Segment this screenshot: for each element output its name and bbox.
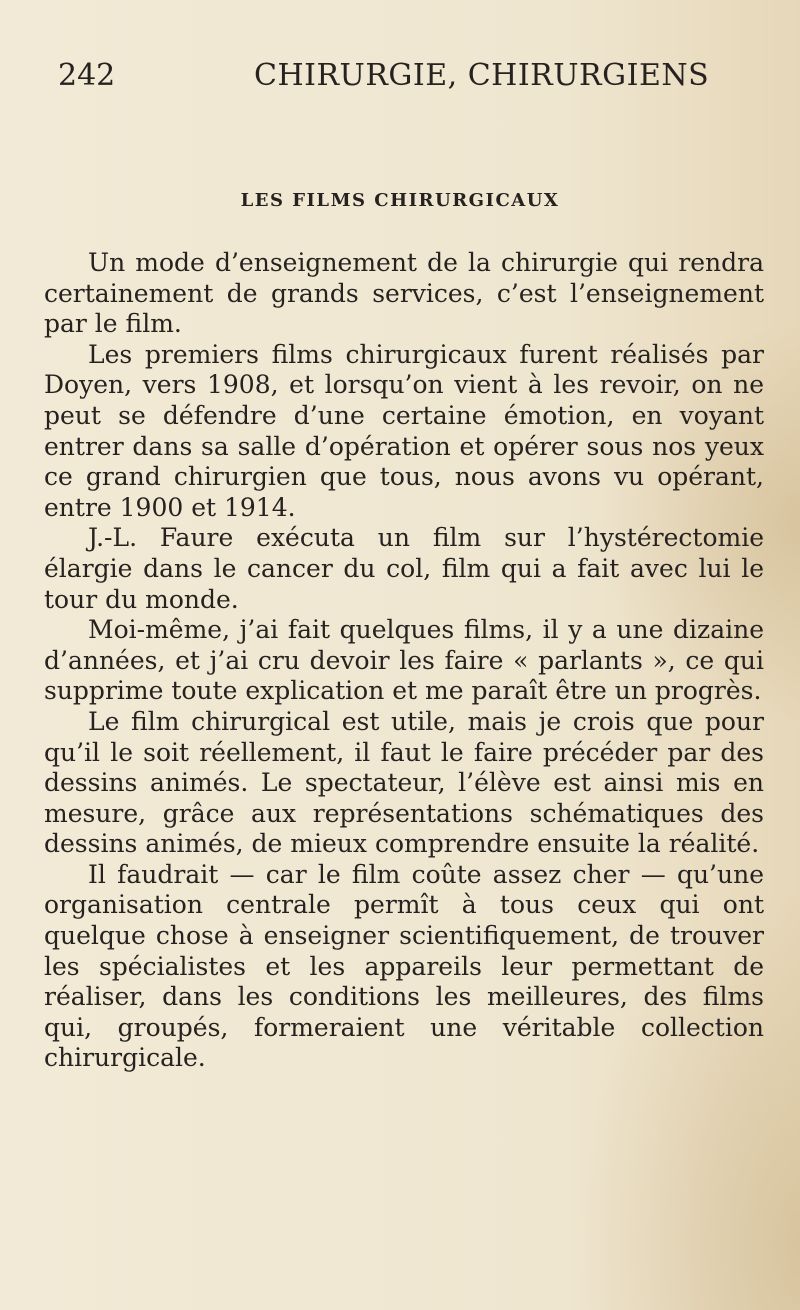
paragraph-6: Il faudrait — car le film coûte assez cher — qu’une organisation centrale permît à tous ceux qui ont quelque chose à enseigner scientifiquement, de trouver les spécialistes et les appareils leur permettant de réaliser, dans les conditions les meilleures, des films qui, groupés, formeraient une véritable collection chirurgicale.: [44, 859, 764, 1073]
running-title: CHIRURGIE, CHIRURGIENS: [254, 58, 710, 93]
paragraph-1: Un mode d’enseignement de la chirurgie qui rendra certainement de grands services, c’est l’enseignement par le film.: [44, 248, 764, 339]
section-title: LES FILMS CHIRURGICAUX: [240, 190, 560, 211]
paragraph-5: Le film chirurgical est utile, mais je crois que pour qu’il le soit réellement, il faut le faire précéder par des dessins animés. Le spectateur, l’élève est ainsi mis en mesure, grâce aux représentations schématiques des dessins animés, de mieux comprendre ensuite la réalité.: [44, 706, 764, 859]
paragraph-2: Les premiers films chirurgicaux furent réalisés par Doyen, vers 1908, et lorsqu’on vient à les revoir, on ne peut se défendre d’une certaine émotion, en voyant entrer dans sa salle d’opération et opérer sous nos yeux ce grand chirurgien que tous, nous avons vu opérant, entre 1900 et 1914.: [44, 339, 764, 522]
page-number: 242: [58, 58, 116, 93]
running-head: [58, 58, 710, 98]
paragraph-4: Moi-même, j’ai fait quelques films, il y a une dizaine d’années, et j’ai cru devoir les faire « parlants », ce qui supprime toute explication et me paraît être un progrès.: [44, 615, 764, 706]
paragraph-3: J.-L. Faure exécuta un film sur l’hystérectomie élargie dans le cancer du col, film qui a fait avec lui le tour du monde.: [44, 523, 764, 614]
body-text: [44, 248, 764, 1074]
